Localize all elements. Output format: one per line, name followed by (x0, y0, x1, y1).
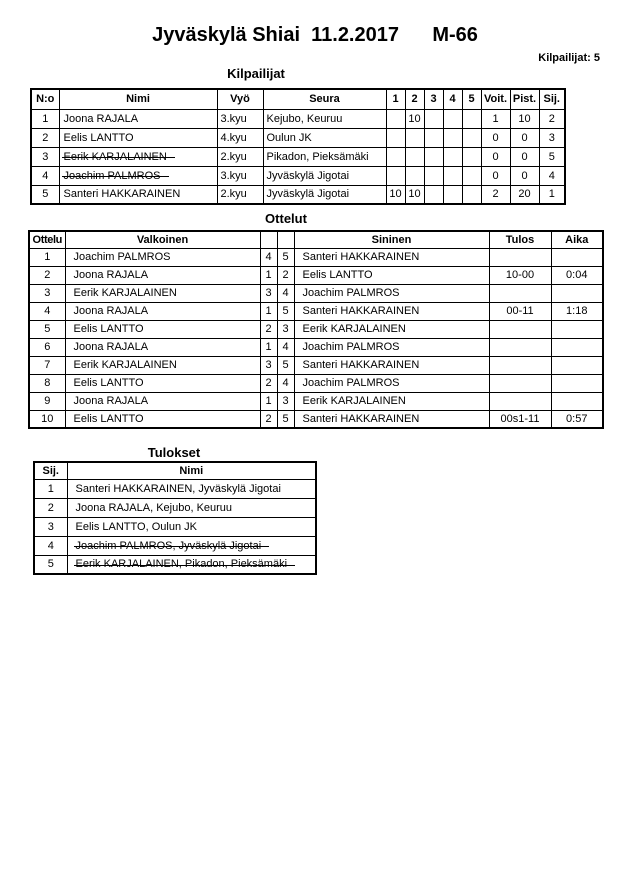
score-cell (386, 109, 405, 128)
blue-number: 4 (277, 374, 294, 392)
white-number: 1 (260, 392, 277, 410)
score-cell: 10 (405, 185, 424, 204)
wins-cell: 2 (481, 185, 510, 204)
result-name-cell (67, 479, 316, 498)
blue-name: Joachim PALMROS (294, 374, 489, 392)
header-time: Aika (551, 231, 603, 248)
score-cell: 10 (405, 109, 424, 128)
white-name: Eerik KARJALAINEN (65, 356, 260, 374)
competitor-name: Eerik KARJALAINEN (63, 150, 167, 163)
score-cell (462, 128, 481, 147)
header-name: Nimi (67, 462, 316, 479)
wins-cell: 0 (481, 128, 510, 147)
competitor-name-cell (59, 128, 217, 147)
competitor-name: Eelis LANTTO (63, 131, 134, 144)
match-row (29, 302, 603, 320)
competitor-name-cell (59, 185, 217, 204)
time-cell: 1:18 (551, 302, 603, 320)
result-cell: 10-00 (489, 266, 551, 284)
blue-name: Eerik KARJALAINEN (294, 320, 489, 338)
time-cell (551, 392, 603, 410)
match-number: 7 (29, 356, 65, 374)
match-number: 2 (29, 266, 65, 284)
place-cell: 4 (34, 536, 67, 555)
place-cell: 5 (539, 147, 565, 166)
score-cell (443, 147, 462, 166)
score-cell (462, 185, 481, 204)
white-name: Joona RAJALA (65, 338, 260, 356)
blue-name: Santeri HAKKARAINEN (294, 248, 489, 266)
header-points: Pist. (510, 89, 539, 109)
match-row (29, 284, 603, 302)
header-result: Tulos (489, 231, 551, 248)
header-round-3: 3 (424, 89, 443, 109)
score-cell (405, 166, 424, 185)
time-cell: 0:57 (551, 410, 603, 428)
result-cell (489, 320, 551, 338)
score-cell (462, 147, 481, 166)
wins-cell: 1 (481, 109, 510, 128)
competitor-name: Santeri HAKKARAINEN (63, 188, 181, 201)
competitor-row (31, 147, 565, 166)
competitor-belt: 2.kyu (217, 185, 263, 204)
match-row (29, 248, 603, 266)
competitor-name-cell (59, 109, 217, 128)
header-blue-number (277, 231, 294, 248)
competitor-count: Kilpailijat: 5 (538, 52, 600, 64)
score-cell (424, 185, 443, 204)
header-round-2: 2 (405, 89, 424, 109)
results-header-row (34, 462, 316, 479)
score-cell (386, 128, 405, 147)
competitor-belt: 4.kyu (217, 128, 263, 147)
header-belt: Vyö (217, 89, 263, 109)
header-round-1: 1 (386, 89, 405, 109)
competitor-number: 5 (31, 185, 59, 204)
competitors-heading: Kilpailijat (227, 66, 285, 81)
white-number: 3 (260, 284, 277, 302)
white-name: Joona RAJALA (65, 266, 260, 284)
score-cell (443, 128, 462, 147)
result-cell (489, 248, 551, 266)
competitor-row (31, 109, 565, 128)
blue-number: 4 (277, 284, 294, 302)
blue-number: 2 (277, 266, 294, 284)
result-row (34, 517, 316, 536)
header-name: Nimi (59, 89, 217, 109)
competitor-number: 2 (31, 128, 59, 147)
white-name: Joachim PALMROS (65, 248, 260, 266)
result-cell (489, 374, 551, 392)
time-cell (551, 320, 603, 338)
result-cell (489, 356, 551, 374)
score-cell (405, 128, 424, 147)
competitor-row (31, 166, 565, 185)
points-cell: 0 (510, 166, 539, 185)
match-row (29, 410, 603, 428)
result-name-cell (67, 517, 316, 536)
competitor-name-cell (59, 147, 217, 166)
score-cell (443, 109, 462, 128)
match-number: 3 (29, 284, 65, 302)
white-number: 1 (260, 302, 277, 320)
score-cell (424, 109, 443, 128)
white-number: 2 (260, 320, 277, 338)
blue-name: Joachim PALMROS (294, 338, 489, 356)
place-cell: 3 (539, 128, 565, 147)
header-blue: Sininen (294, 231, 489, 248)
match-row (29, 356, 603, 374)
competitor-club: Kejubo, Keuruu (263, 109, 386, 128)
result-name-cell (67, 555, 316, 574)
match-number: 5 (29, 320, 65, 338)
header-number: N:o (31, 89, 59, 109)
blue-number: 4 (277, 338, 294, 356)
white-number: 2 (260, 374, 277, 392)
competitor-club: Jyväskylä Jigotai (263, 166, 386, 185)
white-name: Eelis LANTTO (65, 320, 260, 338)
match-number: 1 (29, 248, 65, 266)
score-cell (386, 166, 405, 185)
competitor-name: Joona RAJALA (63, 112, 139, 125)
result-name: Eerik KARJALAINEN, Pikadon, Pieksämäki (75, 558, 288, 571)
result-cell: 00s1-11 (489, 410, 551, 428)
results-table (33, 461, 317, 575)
place-cell: 1 (34, 479, 67, 498)
competitor-club: Jyväskylä Jigotai (263, 185, 386, 204)
header-white-number (260, 231, 277, 248)
score-cell (462, 166, 481, 185)
place-cell: 2 (34, 498, 67, 517)
score-cell (424, 128, 443, 147)
score-cell (424, 166, 443, 185)
header-place: Sij. (539, 89, 565, 109)
result-row (34, 479, 316, 498)
points-cell: 0 (510, 147, 539, 166)
competitor-name-cell (59, 166, 217, 185)
place-cell: 1 (539, 185, 565, 204)
time-cell: 0:04 (551, 266, 603, 284)
header-place: Sij. (34, 462, 67, 479)
white-number: 1 (260, 338, 277, 356)
match-number: 4 (29, 302, 65, 320)
matches-heading: Ottelut (265, 211, 307, 226)
white-name: Eelis LANTTO (65, 410, 260, 428)
blue-name: Joachim PALMROS (294, 284, 489, 302)
competitor-belt: 2.kyu (217, 147, 263, 166)
result-name: Santeri HAKKARAINEN, Jyväskylä Jigotai (75, 482, 281, 495)
blue-number: 5 (277, 248, 294, 266)
place-cell: 5 (34, 555, 67, 574)
blue-number: 5 (277, 410, 294, 428)
white-number: 2 (260, 410, 277, 428)
match-row (29, 266, 603, 284)
blue-name: Santeri HAKKARAINEN (294, 356, 489, 374)
score-cell (462, 109, 481, 128)
competitor-belt: 3.kyu (217, 109, 263, 128)
competitors-header-row (31, 89, 565, 109)
header-round-4: 4 (443, 89, 462, 109)
time-cell (551, 248, 603, 266)
blue-number: 3 (277, 392, 294, 410)
match-row (29, 374, 603, 392)
result-row (34, 536, 316, 555)
score-cell (405, 147, 424, 166)
matches-table (28, 230, 604, 429)
competitor-number: 3 (31, 147, 59, 166)
score-cell (443, 166, 462, 185)
header-wins: Voit. (481, 89, 510, 109)
blue-name: Santeri HAKKARAINEN (294, 410, 489, 428)
blue-name: Eelis LANTTO (294, 266, 489, 284)
time-cell (551, 374, 603, 392)
competitor-row (31, 185, 565, 204)
blue-number: 5 (277, 302, 294, 320)
points-cell: 0 (510, 128, 539, 147)
competitor-club: Pikadon, Pieksämäki (263, 147, 386, 166)
match-number: 10 (29, 410, 65, 428)
time-cell (551, 284, 603, 302)
blue-number: 3 (277, 320, 294, 338)
white-name: Eelis LANTTO (65, 374, 260, 392)
competitor-number: 4 (31, 166, 59, 185)
header-match: Ottelu (29, 231, 65, 248)
blue-number: 5 (277, 356, 294, 374)
time-cell (551, 356, 603, 374)
place-cell: 4 (539, 166, 565, 185)
result-name-cell (67, 498, 316, 517)
header-white: Valkoinen (65, 231, 260, 248)
points-cell: 10 (510, 109, 539, 128)
match-row (29, 338, 603, 356)
blue-name: Eerik KARJALAINEN (294, 392, 489, 410)
score-cell: 10 (386, 185, 405, 204)
white-name: Joona RAJALA (65, 302, 260, 320)
competitor-club: Oulun JK (263, 128, 386, 147)
results-heading: Tulokset (147, 445, 201, 460)
match-number: 9 (29, 392, 65, 410)
wins-cell: 0 (481, 166, 510, 185)
points-cell: 20 (510, 185, 539, 204)
score-cell (424, 147, 443, 166)
competitor-number: 1 (31, 109, 59, 128)
white-number: 3 (260, 356, 277, 374)
match-number: 6 (29, 338, 65, 356)
match-number: 8 (29, 374, 65, 392)
result-name: Joachim PALMROS, Jyväskylä Jigotai (75, 539, 262, 552)
result-cell (489, 284, 551, 302)
result-row (34, 498, 316, 517)
white-name: Joona RAJALA (65, 392, 260, 410)
result-cell (489, 338, 551, 356)
result-row (34, 555, 316, 574)
result-name-cell (67, 536, 316, 555)
result-cell (489, 392, 551, 410)
result-name: Joona RAJALA, Kejubo, Keuruu (75, 501, 233, 514)
competitor-belt: 3.kyu (217, 166, 263, 185)
header-round-5: 5 (462, 89, 481, 109)
white-name: Eerik KARJALAINEN (65, 284, 260, 302)
white-number: 4 (260, 248, 277, 266)
place-cell: 2 (539, 109, 565, 128)
result-cell: 00-11 (489, 302, 551, 320)
score-cell (443, 185, 462, 204)
page-title: Jyväskylä Shiai 11.2.2017 M-66 (152, 24, 478, 46)
match-row (29, 392, 603, 410)
competitor-row (31, 128, 565, 147)
match-row (29, 320, 603, 338)
score-cell (386, 147, 405, 166)
competitor-name: Joachim PALMROS (63, 169, 161, 182)
matches-header-row (29, 231, 603, 248)
wins-cell: 0 (481, 147, 510, 166)
result-name: Eelis LANTTO, Oulun JK (75, 520, 197, 533)
white-number: 1 (260, 266, 277, 284)
time-cell (551, 338, 603, 356)
blue-name: Santeri HAKKARAINEN (294, 302, 489, 320)
header-club: Seura (263, 89, 386, 109)
competitors-table (30, 88, 566, 205)
place-cell: 3 (34, 517, 67, 536)
